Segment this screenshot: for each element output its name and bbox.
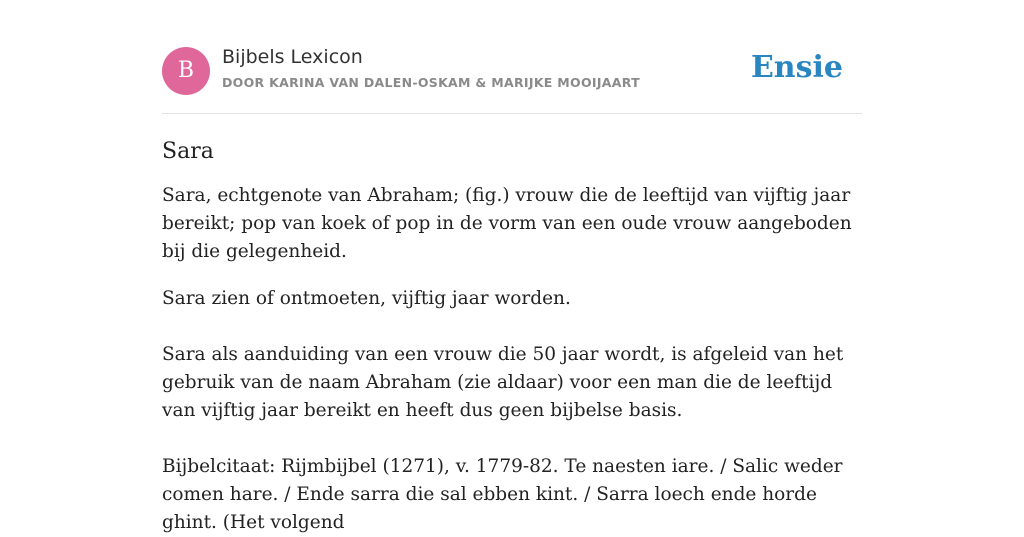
entry-definition: Sara, echtgenote van Abraham; (fig.) vrouw die de leeftijd van vijftig jaar bereikt; pop van koek of pop in de vorm van een oude vrouw aangeboden bij die gelegenheid. [162,185,852,262]
spacer [162,313,864,341]
lexicon-avatar[interactable]: B [162,47,210,95]
entry-content [162,136,864,537]
header [162,46,862,96]
entry-title: Sara [162,139,214,164]
entry-citation: Bijbelcitaat: Rijmbijbel (1271), v. 1779-82. Te naesten iare. / Salic weder comen hare. / Ende sarra die sal ebben kint. / Sarra loech ende horde ghint. (Het volgend [162,456,843,533]
entry-explanation: Sara als aanduiding van een vrouw die 50 jaar wordt, is afgeleid van het gebruik van de naam Abraham (zie aldaar) voor een man die de leeftijd van vijftig jaar bereikt en heeft dus geen bijbelse basis. [162,344,844,421]
lexicon-title-link[interactable]: Bijbels Lexicon [222,46,363,68]
ensie-logo-link[interactable]: Ensie [750,50,843,85]
spacer [162,266,864,285]
spacer [162,425,864,453]
entry-expression: Sara zien of ontmoeten, vijftig jaar worden. [162,288,571,309]
header-divider [162,113,862,114]
lexicon-authors: DOOR KARINA VAN DALEN-OSKAM & MARIJKE MOOIJAART [222,75,640,90]
